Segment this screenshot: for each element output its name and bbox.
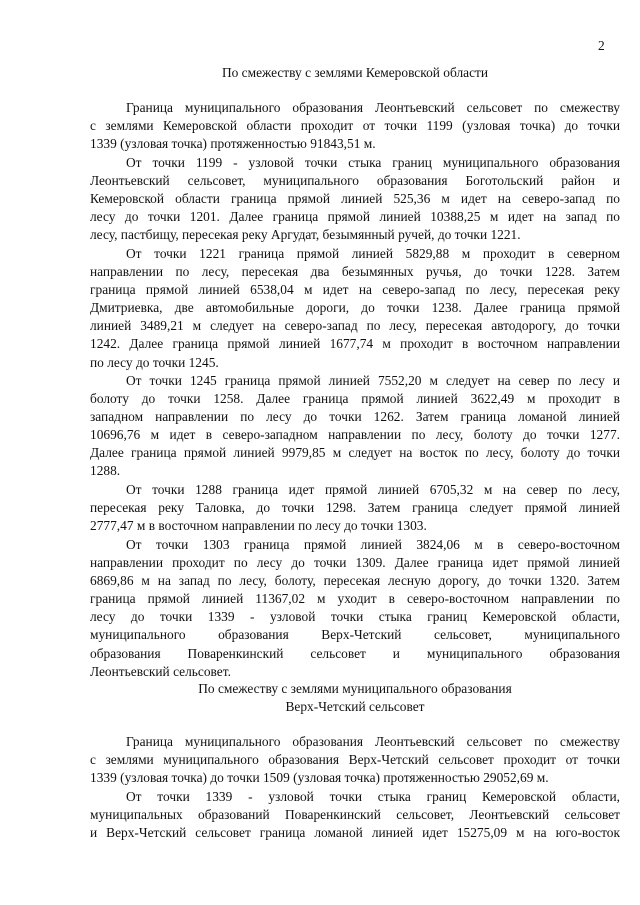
- section-1-paragraph-1: [90, 99, 620, 153]
- text-line: образования Поваренкинский сельсовет и муниципального образования: [90, 645, 620, 661]
- text-line: болоту до точки 1258. Далее граница прямой линией 3622,49 м проходит в: [90, 391, 620, 407]
- text-line: От точки 1221 граница прямой линией 5829,88 м проходит в северном: [126, 246, 620, 261]
- text-line: пересекая реку Таловка, до точки 1298. Затем граница следует прямой линией: [90, 500, 620, 516]
- text-line: От точки 1339 - узловой точки стыка границ Кемеровской области,: [126, 789, 620, 804]
- text-line: Граница муниципального образования Леонтьевский сельсовет по смежеству: [126, 100, 620, 115]
- section-2-title-line-2: Верх-Четский сельсовет: [285, 699, 425, 714]
- text-line: 1339 (узловая точка) до точки 1509 (узловая точка) протяженностью 29052,69 м.: [90, 770, 549, 786]
- text-line: западном направлении по лесу до точки 1262. Затем граница ломаной линией: [90, 409, 620, 425]
- section-1-paragraph-3: [90, 245, 620, 372]
- section-1-paragraph-6: [90, 536, 620, 681]
- text-line: по лесу до точки 1245.: [90, 354, 219, 370]
- text-line: Далее граница прямой линией 9979,85 м следует на восток по лесу, болоту до точки: [90, 445, 620, 461]
- text-line: Граница муниципального образования Леонтьевский сельсовет по смежеству: [126, 734, 620, 749]
- text-line: и Верх-Четский сельсовет граница ломаной линией идет 15275,09 м на юго-восток: [90, 825, 620, 841]
- text-line: 1242. Далее граница прямой линией 1677,74 м проходит в восточном направлении: [90, 336, 620, 352]
- text-line: муниципальных образований Поваренкинский сельсовет, Леонтьевский сельсовет: [90, 807, 620, 823]
- text-line: 1288.: [90, 463, 121, 479]
- text-line: направлении проходит по лесу до точки 1309. Далее граница идет прямой линией: [90, 555, 620, 571]
- text-line: От точки 1303 граница прямой линией 3824,06 м в северо-восточном: [126, 537, 620, 552]
- section-1-paragraph-4: [90, 372, 620, 481]
- text-line: Леонтьевский сельсовет, муниципального образования Боготольский район и: [90, 173, 620, 189]
- text-line: 1339 (узловая точка) протяженностью 91843,51 м.: [90, 136, 376, 152]
- text-line: Кемеровской области граница прямой линией 525,36 м идет на северо-запад по: [90, 191, 620, 207]
- text-line: 6869,86 м на запад по лесу, болоту, пересекая лесную дорогу, до точки 1320. Затем: [90, 573, 620, 589]
- text-line: 2777,47 м в восточном направлении по лесу до точки 1303.: [90, 518, 427, 534]
- text-line: Дмитриевка, две автомобильные дороги, до точки 1238. Далее граница прямой: [90, 300, 620, 316]
- text-line: лесу до точки 1339 - узловой точки стыка границ Кемеровской области,: [90, 609, 620, 625]
- section-1-title: По смежеству с землями Кемеровской области: [221, 65, 489, 80]
- page-number: 2: [598, 38, 605, 53]
- text-line: От точки 1288 граница идет прямой линией 6705,32 м на север по лесу,: [126, 482, 620, 497]
- section-1-paragraph-2: [90, 154, 620, 244]
- text-line: лесу до точки 1201. Далее граница прямой линией 10388,25 м идет на запад по: [90, 209, 620, 225]
- section-1-paragraph-5: [90, 481, 620, 535]
- text-line: с землями муниципального образования Верх-Четский сельсовет проходит от точки: [90, 752, 620, 768]
- text-line: линией 3489,21 м следует на северо-запад по лесу, пересекая автодорогу, до точки: [90, 318, 620, 334]
- text-line: с землями Кемеровской области проходит от точки 1199 (узловая точка) до точки: [90, 118, 620, 134]
- text-line: От точки 1245 граница прямой линией 7552,20 м следует на север по лесу и: [126, 373, 620, 388]
- text-line: муниципального образования Верх-Четский сельсовет, муниципального: [90, 627, 620, 643]
- text-line: граница прямой линией 11367,02 м уходит в северо-восточном направлении по: [90, 591, 620, 607]
- section-2-title: По смежеству с землями муниципального образования: [198, 681, 512, 696]
- text-line: направлении по лесу, пересекая два безымянных ручья, до точки 1228. Затем: [90, 264, 620, 280]
- text-line: граница прямой линией 6538,04 м идет на северо-запад по лесу, пересекая реку: [90, 282, 620, 298]
- text-line: Леонтьевский сельсовет.: [90, 663, 231, 679]
- section-2-paragraph-2: [90, 788, 620, 842]
- text-line: От точки 1199 - узловой точки стыка границ муниципального образования: [126, 155, 620, 170]
- section-2-paragraph-1: [90, 733, 620, 787]
- text-line: 10696,76 м идет в северо-западном направлении по лесу, болоту до точки 1277.: [90, 427, 620, 443]
- text-line: лесу, пастбищу, пересекая реку Аргудат, безымянный ручей, до точки 1221.: [90, 227, 521, 243]
